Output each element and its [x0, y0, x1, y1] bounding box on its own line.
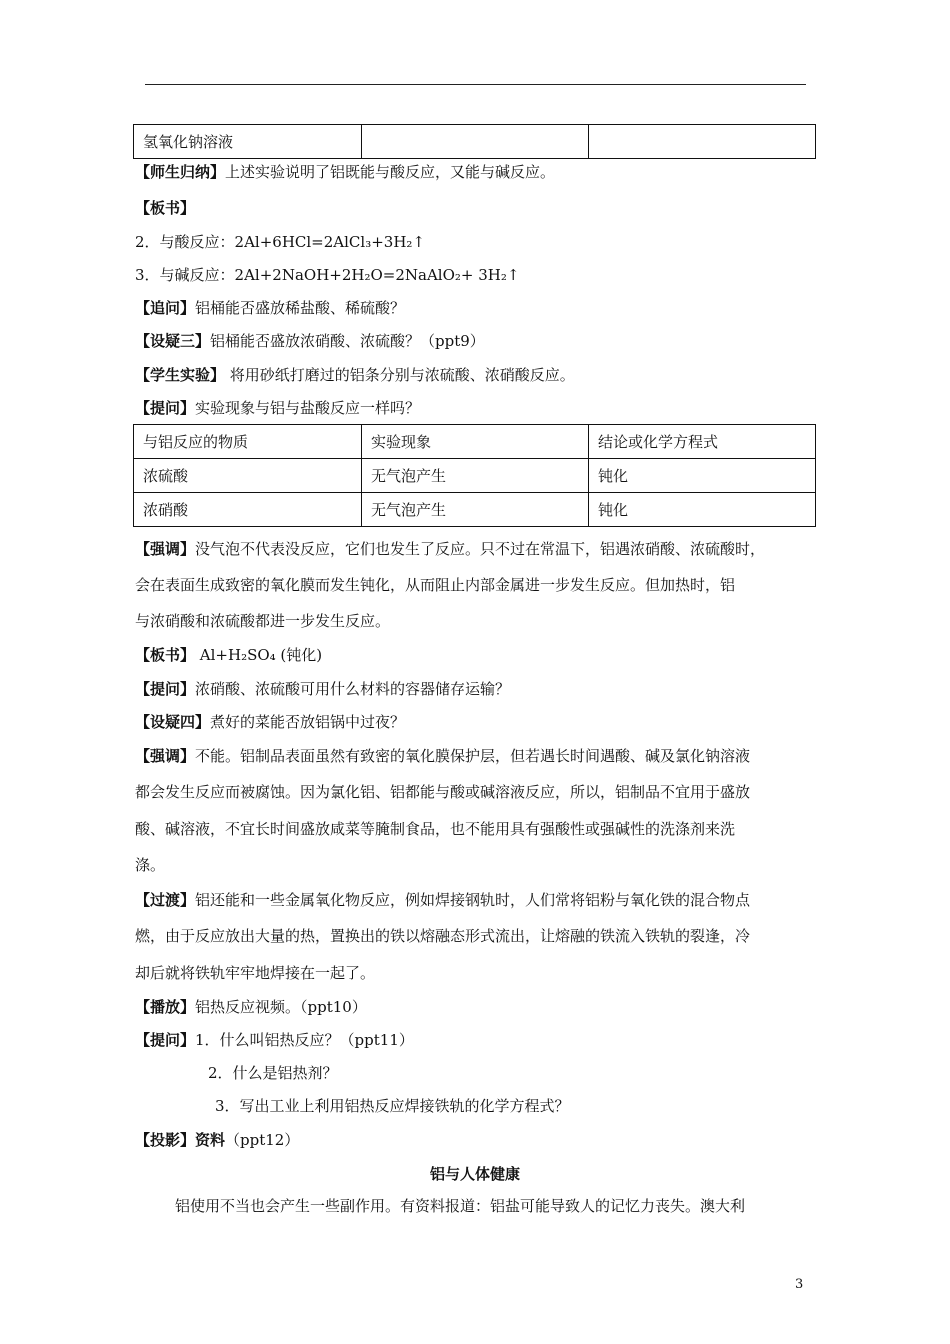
- text: 铝桶能否盛放浓硝酸、浓硫酸？（ppt9）: [210, 332, 485, 350]
- text: 铝还能和一些金属氧化物反应，例如焊接钢轨时，人们常将铝粉与氧化铁的混合物点: [195, 891, 751, 909]
- table-cell: 钝化: [589, 459, 816, 493]
- section-title: 铝与人体健康: [429, 1165, 520, 1183]
- table-header-cell: 与铝反应的物质: [134, 425, 362, 459]
- table-row: [134, 493, 816, 527]
- transition-paragraph-line: [135, 889, 815, 910]
- experiment-line: [135, 365, 575, 385]
- body-line: 铝使用不当也会产生一些副作用。有资料报道：铝盐可能导致人的记忆力丧失。澳大利: [175, 1197, 746, 1215]
- question-item: 2．什么是铝热剂？: [208, 1064, 338, 1082]
- table-cell: 浓硝酸: [134, 493, 362, 527]
- question-item: 3．写出工业上利用铝热反应焊接铁轨的化学方程式？: [215, 1097, 570, 1115]
- emphasis-paragraph-line: 涤。: [135, 856, 166, 874]
- equation-base: 3．与碱反应：2Al+2NaOH+2H₂O=2NaAlO₂+ 3H₂↑: [135, 266, 520, 284]
- board-heading: [135, 198, 195, 218]
- text: 上述实验说明了铝既能与酸反应，又能与碱反应。: [225, 163, 556, 181]
- question-line: [135, 398, 420, 418]
- table-header-row: [134, 425, 816, 459]
- summary-line: [135, 162, 555, 182]
- table-cell: 无气泡产生: [362, 459, 589, 493]
- tag: 【板书】: [135, 199, 196, 217]
- emphasis-paragraph-line: 都会发生反应而被腐蚀。因为氯化铝、铝都能与酸或碱溶液反应，所以，铝制品不宜用于盛放: [135, 783, 751, 801]
- text: Al+H₂SO₄ (钝化): [195, 646, 323, 664]
- table-cell: 氢氧化钠溶液: [134, 125, 362, 159]
- emphasis-paragraph-line: 酸、碱溶液，不宜长时间盛放咸菜等腌制食品，也不能用具有强酸性或强碱性的洗涤剂来洗: [135, 820, 736, 838]
- text: 将用砂纸打磨过的铝条分别与浓硫酸、浓硝酸反应。: [225, 366, 575, 384]
- table-header-cell: 实验现象: [362, 425, 589, 459]
- tag: 【提问】: [135, 680, 196, 698]
- doubt-four-line: [135, 712, 405, 732]
- header-rule: [145, 84, 806, 85]
- table-cell: 浓硫酸: [134, 459, 362, 493]
- table-continued: [133, 124, 816, 159]
- tag: 【学生实验】: [135, 366, 226, 384]
- projection-line: [135, 1130, 299, 1150]
- emphasis-paragraph-line: 会在表面生成致密的氧化膜而发生钝化，从而阻止内部金属进一步发生反应。但加热时，铝: [135, 576, 736, 594]
- tag: 【强调】: [135, 747, 196, 765]
- table-cell: 无气泡产生: [362, 493, 589, 527]
- tag: 【追问】: [135, 299, 196, 317]
- play-line: [135, 997, 367, 1017]
- board-line: [135, 645, 322, 665]
- text: （ppt12）: [225, 1131, 300, 1149]
- table-row: [134, 459, 816, 493]
- text: 浓硝酸、浓硫酸可用什么材料的容器储存运输？: [195, 680, 511, 698]
- tag: 【投影】: [135, 1131, 196, 1149]
- table-cell: [589, 125, 816, 159]
- transition-paragraph-line: 却后就将铁轨牢牢地焊接在一起了。: [135, 964, 376, 982]
- tag: 【过渡】: [135, 891, 196, 909]
- text: 铝热反应视频。（ppt10）: [195, 998, 367, 1016]
- tag: 【设疑四】: [135, 713, 211, 731]
- tag: 【强调】: [135, 540, 196, 558]
- results-table: [133, 424, 816, 527]
- table-cell: 钝化: [589, 493, 816, 527]
- emphasis-paragraph-line: [135, 745, 815, 766]
- emphasis-paragraph-line: [135, 538, 815, 559]
- text: 实验现象与铝与盐酸反应一样吗？: [195, 399, 421, 417]
- text: 煮好的菜能否放铝锅中过夜？: [210, 713, 406, 731]
- tag: 【提问】: [135, 1031, 196, 1049]
- table-cell: [362, 125, 589, 159]
- equation-acid: 2．与酸反应：2Al+6HCl=2AlCl₃+3H₂↑: [135, 233, 425, 251]
- tag: 【板书】: [135, 646, 196, 664]
- table-row: [134, 125, 816, 159]
- table-header-cell: 结论或化学方程式: [589, 425, 816, 459]
- question-line: [135, 679, 510, 699]
- question-line: [135, 298, 405, 318]
- tag: 【提问】: [135, 399, 196, 417]
- tag: 【播放】: [135, 998, 196, 1016]
- text: 没气泡不代表没反应，它们也发生了反应。只不过在常温下，铝遇浓硝酸、浓硫酸时，: [195, 540, 766, 558]
- text: 1．什么叫铝热反应？（ppt11）: [195, 1031, 414, 1049]
- tag: 【师生归纳】: [135, 163, 226, 181]
- label: 资料: [195, 1131, 226, 1149]
- transition-paragraph-line: 燃，由于反应放出大量的热，置换出的铁以熔融态形式流出，让熔融的铁流入铁轨的裂逢，冷: [135, 927, 751, 945]
- question-line: [135, 1030, 414, 1050]
- tag: 【设疑三】: [135, 332, 211, 350]
- text: 不能。铝制品表面虽然有致密的氧化膜保护层，但若遇长时间遇酸、碱及氯化钠溶液: [195, 747, 751, 765]
- emphasis-paragraph-line: 与浓硝酸和浓硫酸都进一步发生反应。: [135, 612, 391, 630]
- page-number: 3: [795, 1277, 804, 1292]
- doubt-three-line: [135, 331, 485, 351]
- text: 铝桶能否盛放稀盐酸、稀硫酸？: [195, 299, 406, 317]
